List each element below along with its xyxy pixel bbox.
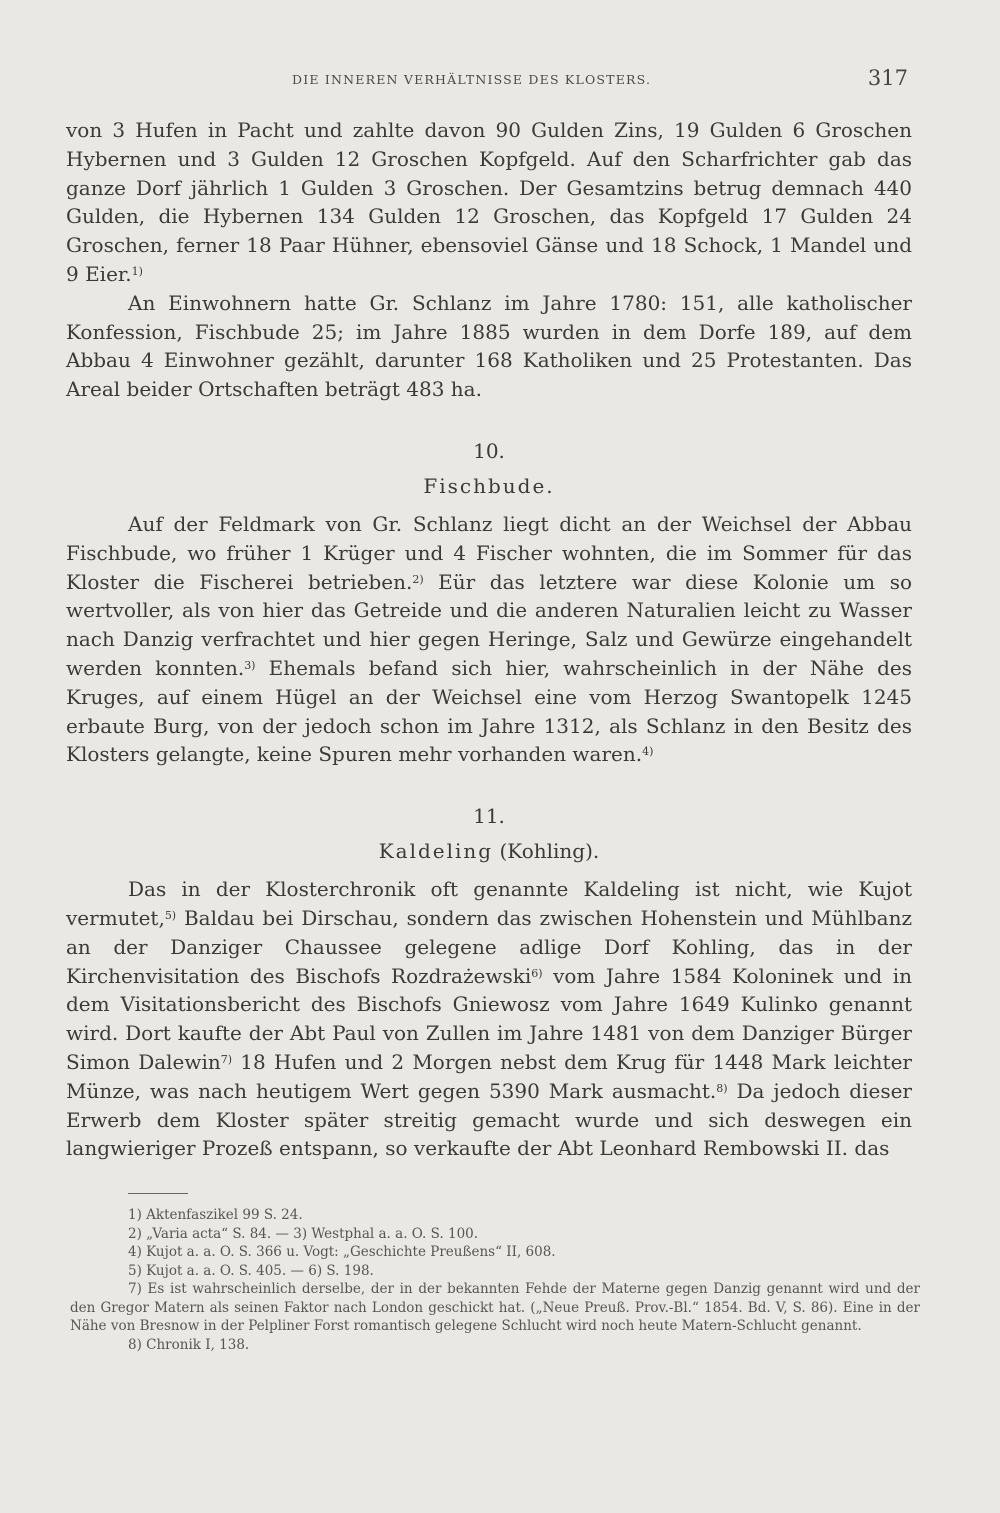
- section-11-title-main: Kaldeling: [378, 839, 494, 864]
- page-number: 317: [867, 66, 908, 90]
- paragraph-2: An Einwohnern hatte Gr. Schlanz im Jahre 1780: 151, alle katholischer Konfession, Fischbude 25; im Jahre 1885 wurden in dem Dorfe 189, auf dem Abbau 4 Einwohner gezählt, darunter 168 Katholiken und 25 Protestanten. Das Areal beider Ortschaften beträgt 483 ha.: [66, 290, 912, 402]
- footnote-8: 8) Chronik I, 138.: [128, 1336, 250, 1353]
- footnote-7: [70, 1280, 920, 1336]
- section-11-number: 11.: [473, 804, 505, 829]
- footnote-1: 1) Aktenfaszikel 99 S. 24.: [128, 1207, 303, 1223]
- footnote-7-text: 7) Es ist wahrscheinlich derselbe, der in der bekannten Fehde der Materne gegen Danzig genannt wird und der den Gregor Matern als seinen Faktor nach London geschickt hat. („Neue Preuß. Prov.-Bl.“ 1854. Bd. V, S. 86). Eine in der Nähe von Bresnow in der Pelpliner Forst romantisch gelegene Schlucht wird noch heute Matern-Schlucht genannt.: [70, 1281, 920, 1334]
- section-11-title: [66, 839, 912, 863]
- page-body: [66, 116, 912, 1163]
- footnote-ref-8: 8): [716, 1081, 728, 1095]
- paragraph-4-text-d: 18 Hufen und 2 Morgen nebst dem Krug für 1448 Mark leichter Münze, was nach heutigem Wert gegen 5390 Mark ausmacht.: [66, 1049, 912, 1103]
- section-10-number: 10.: [473, 438, 505, 463]
- paragraph-4: [66, 875, 912, 1163]
- footnote-ref-6: 6): [531, 966, 543, 980]
- footnote-5: 5) Kujot a. a. O. S. 405. — 6) S. 198.: [128, 1262, 374, 1279]
- paragraph-3-text-a: Auf der Feldmark von Gr. Schlanz liegt dicht an der Weichsel der Abbau Fischbude, wo früher 1 Krüger und 4 Fischer wohnten, die im Sommer für das Kloster die Fischerei betrieben.: [66, 511, 912, 594]
- section-10-title: Fischbude.: [423, 473, 555, 498]
- running-head: DIE INNEREN VERHÄLTNISSE DES KLOSTERS.: [292, 72, 652, 87]
- paragraph-1: [66, 116, 912, 289]
- paragraph-4-text-e: Da jedoch dieser Erwerb dem Kloster später streitig gemacht wurde und sich deswegen ein langwieriger Prozeß entspann, so verkaufte der Abt Leonhard Rembowski II. das: [66, 1078, 912, 1161]
- paragraph-4-text-b: Baldau bei Dirschau, sondern das zwischen Hohenstein und Mühlbanz an der Danziger Chaussee gelegene adlige Dorf Kohling, das in der Kirchenvisitation des Bischofs Rozdrażewski: [66, 905, 912, 988]
- footnote-2: 2) „Varia acta“ S. 84. — 3) Westphal a. a. O. S. 100.: [128, 1225, 479, 1242]
- footnote-ref-1: 1): [131, 264, 143, 278]
- footnote-ref-2: 2): [412, 572, 424, 586]
- footnote-4: 4) Kujot a. a. O. S. 366 u. Vogt: „Geschichte Preußens“ II, 608.: [128, 1244, 556, 1260]
- page-header: [66, 66, 908, 96]
- section-11-title-sub: (Kohling).: [493, 839, 600, 864]
- footnote-ref-7: 7): [220, 1052, 233, 1066]
- paragraph-4-text-a: Das in der Klosterchronik oft genannte Kaldeling ist nicht, wie Kujot vermutet,: [66, 877, 912, 930]
- paragraph-3-text-c: Ehemals befand sich hier, wahrscheinlich in der Nähe des Kruges, auf einem Hügel an der Weichsel eine vom Herzog Swantopelk 1245 erbaute Burg, von der jedoch schon im Jahre 1312, als Schlanz in den Besitz des Klosters gelangte, keine Spuren mehr vorhanden waren.: [66, 655, 912, 767]
- paragraph-3: [66, 510, 912, 769]
- footnotes: [70, 1206, 920, 1354]
- footnote-ref-5: 5): [164, 908, 177, 922]
- paragraph-3-text-b: Eür das letztere war diese Kolonie um so wertvoller, als von hier das Getreide und die anderen Naturalien leicht zu Wasser nach Danzig verfrachtet und hier gegen Heringe, Salz und Gewürze eingehandelt werden konnten.: [66, 569, 912, 680]
- footnote-ref-3: 3): [244, 658, 256, 672]
- paragraph-1-text: von 3 Hufen in Pacht und zahlte davon 90 Gulden Zins, 19 Gulden 6 Groschen Hybernen und 3 Gulden 12 Groschen Kopfgeld. Auf den Scharfrichter gab das ganze Dorf jährlich 1 Gulden 3 Groschen. Der Gesamtzins betrug demnach 440 Gulden, die Hybernen 134 Gulden 12 Groschen, das Kopfgeld 17 Gulden 24 Groschen, ferner 18 Paar Hühner, ebensoviel Gänse und 18 Schock, 1 Mandel und 9 Eier.: [66, 118, 912, 286]
- footnote-ref-4: 4): [642, 745, 654, 759]
- paragraph-4-text-c: vom Jahre 1584 Koloninek und in dem Visitationsbericht des Bischofs Gniewosz vom Jahre 1649 Kulinko genannt wird. Dort kaufte der Abt Paul von Zullen im Jahre 1481 von dem Danziger Bürger Simon Dalewin: [66, 963, 913, 1074]
- footnote-divider: [128, 1193, 188, 1194]
